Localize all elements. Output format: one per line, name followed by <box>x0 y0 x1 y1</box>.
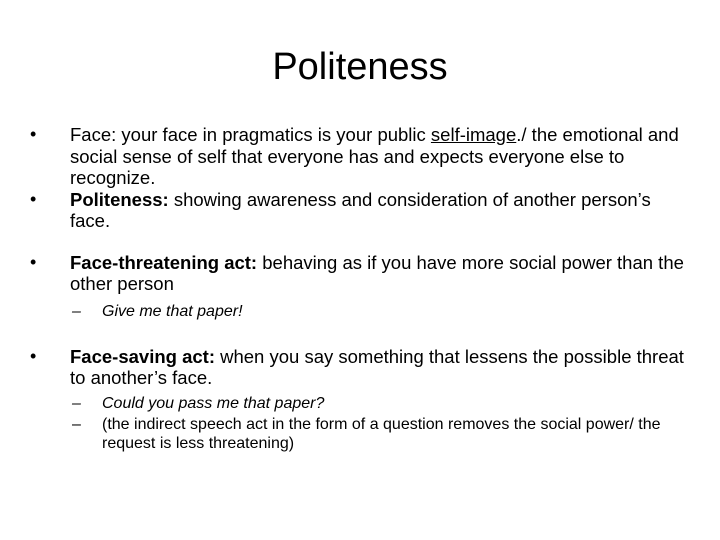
bullet-term: Face <box>70 124 112 145</box>
dash-marker: – <box>72 302 81 320</box>
bullet-face-threatening-act <box>28 252 688 295</box>
bullet-text: : your face in pragmatics is your public <box>111 124 431 145</box>
sub-bullet-text: (the indirect speech act in the form of a question removes the social power/ the request is less threatening) <box>102 415 661 452</box>
bullet-text: behaving as if you have more social power than the other person <box>70 251 684 294</box>
bullet-text: when you say something that lessens the possible threat to another’s face. <box>70 345 684 388</box>
dash-marker: – <box>72 394 81 412</box>
bullet-marker: • <box>30 124 37 144</box>
dash-marker: – <box>72 415 81 433</box>
bullet-marker: • <box>30 251 37 272</box>
bullet-term: Politeness: <box>70 188 169 210</box>
bullet-term: Face-saving act: <box>70 345 215 367</box>
bullet-face <box>28 124 688 189</box>
sub-bullet-example <box>28 302 688 321</box>
sub-bullet-text: Give me that paper! <box>102 302 243 320</box>
bullet-text-rest: ./ the emotional and social sense of self that everyone has and expects everyone else to recognize. <box>70 124 679 188</box>
bullet-term: Face-threatening act: <box>70 251 258 273</box>
bullet-face-saving-act <box>28 346 688 389</box>
slide-body <box>28 124 688 453</box>
bullet-marker: • <box>30 188 37 209</box>
sub-bullet-example <box>28 394 688 413</box>
self-image-underlined: self-image <box>430 124 517 145</box>
sub-bullet-text: Could you pass me that paper? <box>102 394 325 412</box>
bullet-politeness <box>28 189 688 232</box>
sub-bullet-explanation <box>28 415 688 453</box>
bullet-marker: • <box>30 345 37 366</box>
bullet-text: showing awareness and consideration of another person’s face. <box>70 188 651 231</box>
slide-title: Politeness <box>272 46 448 88</box>
